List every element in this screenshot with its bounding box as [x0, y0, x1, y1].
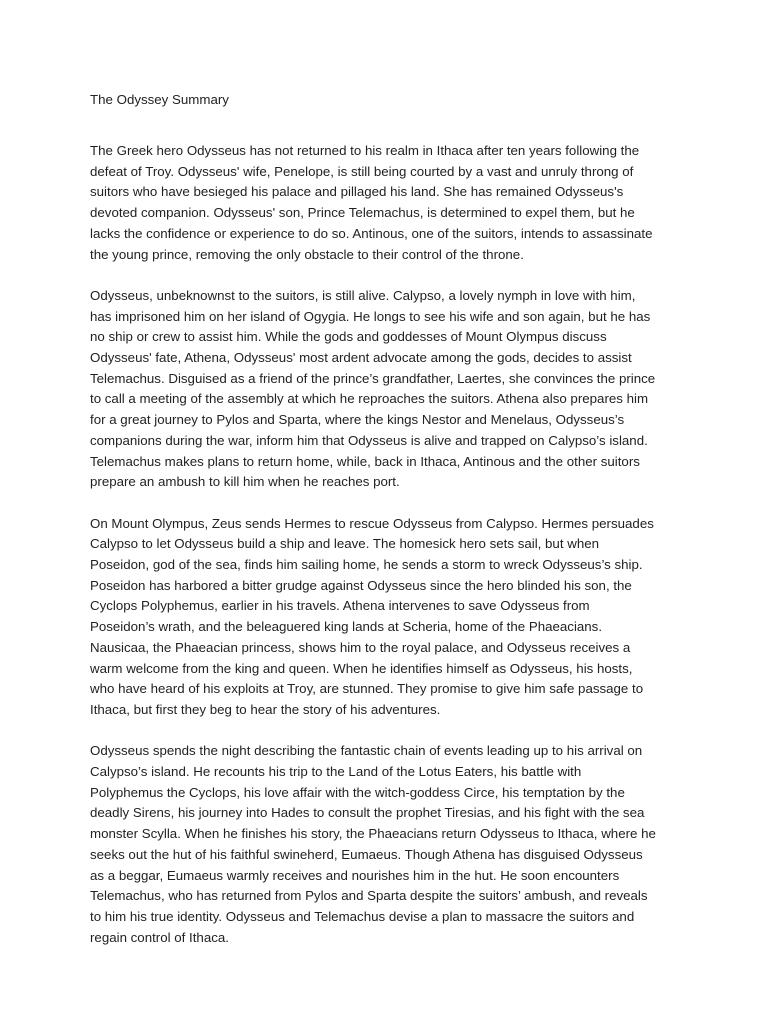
paragraph-line: defeat of Troy. Odysseus' wife, Penelope, is still being courted by a vast and unruly throng of	[90, 163, 634, 179]
paragraph-4	[90, 741, 690, 948]
paragraph-line: Odysseus' fate, Athena, Odysseus' most ardent advocate among the gods, decides to assist	[90, 350, 632, 366]
paragraph-line: Poseidon’s wrath, and the beleaguered king lands at Scheria, home of the Phaeacians.	[90, 619, 603, 635]
paragraph-line: companions during the war, inform him that Odysseus is alive and trapped on Calypso’s island.	[90, 432, 648, 448]
paragraph-line: Calypso to let Odysseus build a ship and leave. The homesick hero sets sail, but when	[90, 536, 600, 552]
paragraph-line: Calypso’s island. He recounts his trip to the Land of the Lotus Eaters, his battle with	[90, 764, 582, 780]
paragraph-line: Odysseus spends the night describing the fantastic chain of events leading up to his arrival on	[90, 743, 643, 759]
paragraph-2	[90, 286, 690, 493]
paragraph-line: no ship or crew to assist him. While the gods and goddesses of Mount Olympus discuss	[90, 329, 607, 345]
paragraph-line: On Mount Olympus, Zeus sends Hermes to rescue Odysseus from Calypso. Hermes persuades	[90, 515, 654, 531]
paragraph-line: who have heard of his exploits at Troy, are stunned. They promise to give him safe passage to	[90, 681, 644, 697]
paragraph-line: deadly Sirens, his journey into Hades to consult the prophet Tiresias, and his fight with the sea	[90, 805, 645, 821]
paragraph-line: as a beggar, Eumaeus warmly receives and nourishes him in the hut. He soon encounters	[90, 867, 620, 883]
paragraph-line: Poseidon has harbored a bitter grudge against Odysseus since the hero blinded his son, the	[90, 577, 632, 593]
paragraph-line: suitors who have besieged his palace and pillaged his land. She has remained Odysseus's	[90, 184, 624, 200]
paragraph-line: seeks out the hut of his faithful swineherd, Eumaeus. Though Athena has disguised Odysseus	[90, 846, 643, 862]
paragraph-line: monster Scylla. When he finishes his story, the Phaeacians return Odysseus to Ithaca, where he	[90, 826, 656, 842]
paragraph-line: Nausicaa, the Phaeacian princess, shows him to the royal palace, and Odysseus receives a	[90, 639, 631, 655]
paragraph-line: lacks the confidence or experience to do so. Antinous, one of the suitors, intends to assassinate	[90, 225, 653, 241]
paragraph-1	[90, 141, 690, 265]
paragraph-line: regain control of Ithaca.	[90, 929, 229, 945]
document-body	[90, 141, 690, 969]
paragraph-line: warm welcome from the king and queen. When he identifies himself as Odysseus, his hosts,	[90, 660, 633, 676]
paragraph-line: Odysseus, unbeknownst to the suitors, is still alive. Calypso, a lovely nymph in love with him,	[90, 287, 636, 303]
paragraph-line: Polyphemus the Cyclops, his love affair with the witch-goddess Circe, his temptation by the	[90, 784, 625, 800]
paragraph-line: Telemachus, who has returned from Pylos and Sparta despite the suitors’ ambush, and reveals	[90, 888, 648, 904]
document-title: The Odyssey Summary	[90, 92, 229, 107]
paragraph-line: prepare an ambush to kill him when he reaches port.	[90, 474, 400, 490]
paragraph-line: devoted companion. Odysseus' son, Prince Telemachus, is determined to expel them, but he	[90, 205, 635, 221]
paragraph-line: to him his true identity. Odysseus and Telemachus devise a plan to massacre the suitors and	[90, 908, 635, 924]
paragraph-line: The Greek hero Odysseus has not returned to his realm in Ithaca after ten years following the	[90, 143, 640, 158]
paragraph-line: Poseidon, god of the sea, finds him sailing home, he sends a storm to wreck Odysseus’s ship.	[90, 557, 643, 573]
paragraph-line: the young prince, removing the only obstacle to their control of the throne.	[90, 246, 524, 262]
paragraph-line: has imprisoned him on her island of Ogygia. He longs to see his wife and son again, but he has	[90, 308, 651, 324]
paragraph-3	[90, 514, 690, 721]
paragraph-line: for a great journey to Pylos and Sparta, where the kings Nestor and Menelaus, Odysseus’s	[90, 412, 625, 428]
paragraph-line: Ithaca, but first they beg to hear the story of his adventures.	[90, 701, 441, 717]
paragraph-line: Telemachus makes plans to return home, while, back in Ithaca, Antinous and the other suitors	[90, 453, 640, 469]
paragraph-line: Cyclops Polyphemus, earlier in his travels. Athena intervenes to save Odysseus from	[90, 598, 590, 614]
paragraph-line: Telemachus. Disguised as a friend of the prince’s grandfather, Laertes, she convinces the prince	[90, 370, 656, 386]
paragraph-line: to call a meeting of the assembly at which he reproaches the suitors. Athena also prepares him	[90, 391, 649, 407]
